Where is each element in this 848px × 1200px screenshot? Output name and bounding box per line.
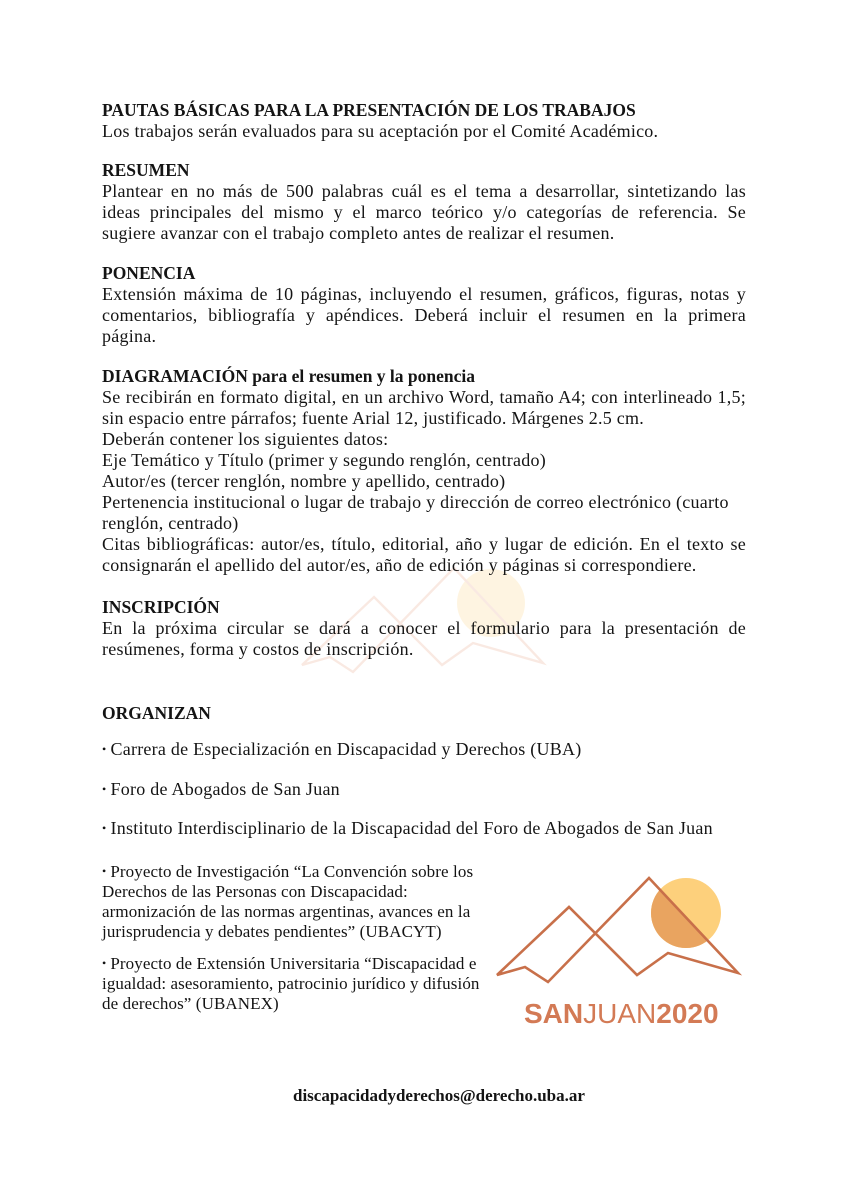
bullet-icon [102,739,106,760]
diagramacion-line: Se recibirán en formato digital, en un archivo Word, tamaño A4; con interlineado 1,5; [102,387,746,407]
inscripcion-heading: INSCRIPCIÓN [102,597,220,617]
resumen-section [102,160,746,244]
organizer-item [102,818,746,839]
organizer-text: de derechos” (UBANEX) [102,994,279,1013]
logo-text-san: SAN [524,998,584,1029]
organizer-text: Derechos de las Personas con Discapacidad: [102,882,408,901]
page-title: PAUTAS BÁSICAS PARA LA PRESENTACIÓN DE LOS TRABAJOS [102,100,636,120]
diagramacion-line: Eje Temático y Título (primer y segundo renglón, centrado) [102,450,546,470]
ponencia-heading: PONENCIA [102,263,196,283]
organizer-text: Foro de Abogados de San Juan [110,779,340,799]
intro-section [102,100,746,142]
resumen-line: ideas principales del mismo y el marco teórico y/o categorías de referencia. Se [102,202,746,222]
logo-text-juan: JUAN [583,998,657,1029]
resumen-line: Plantear en no más de 500 palabras cuál es el tema a desarrollar, sintetizando las [102,181,746,201]
inscripcion-section [102,597,746,660]
resumen-line: sugiere avanzar con el trabajo completo antes de realizar el resumen. [102,223,615,243]
bullet-icon [102,779,106,800]
logo-text-year: 2020 [656,998,719,1029]
organizan-heading: ORGANIZAN [102,703,211,723]
organizer-item [102,739,746,760]
organizer-text: Instituto Interdisciplinario de la Discapacidad del Foro de Abogados de San Juan [110,818,713,838]
organizer-text: igualdad: asesoramiento, patrocinio jurídico y difusión [102,974,480,993]
logo-wordmark [524,998,719,1030]
diagramacion-line: Pertenencia institucional o lugar de trabajo y dirección de correo electrónico (cuarto [102,492,729,512]
ponencia-section [102,263,746,347]
bullet-icon [102,861,106,881]
diagramacion-line: consignarán el apellido del autor/es, año de edición y páginas si correspondiere. [102,555,697,575]
diagramacion-line: sin espacio entre párrafos; fuente Arial 12, justificado. Márgenes 2.5 cm. [102,408,645,428]
organizer-text: Proyecto de Extensión Universitaria “Discapacidad e [110,954,477,973]
diagramacion-line: Deberán contener los siguientes datos: [102,429,389,449]
organizer-text: Carrera de Especialización en Discapacidad y Derechos (UBA) [110,739,582,759]
diagramacion-section [102,366,746,576]
inscripcion-line: resúmenes, forma y costos de inscripción. [102,639,414,659]
diagramacion-line: renglón, centrado) [102,513,239,533]
diagramacion-line: Autor/es (tercer renglón, nombre y apellido, centrado) [102,471,506,491]
contact-email[interactable]: discapacidadyderechos@derecho.uba.ar [293,1086,585,1105]
resumen-heading: RESUMEN [102,160,190,180]
ponencia-line: comentarios, bibliografía y apéndices. Deberá incluir el resumen en la primera [102,305,746,325]
intro-text: Los trabajos serán evaluados para su aceptación por el Comité Académico. [102,121,659,141]
diagramacion-line: Citas bibliográficas: autor/es, título, editorial, año y lugar de edición. En el texto se [102,534,746,554]
organizer-text: Proyecto de Investigación “La Convención sobre los [110,862,474,881]
organizer-item [102,779,746,800]
ponencia-line: Extensión máxima de 10 páginas, incluyendo el resumen, gráficos, figuras, notas y [102,284,746,304]
ponencia-line: página. [102,326,157,346]
bullet-icon [102,818,106,839]
organizer-text: jurisprudencia y debates pendientes” (UBACYT) [102,922,442,941]
diagramacion-heading: DIAGRAMACIÓN para el resumen y la ponencia [102,366,476,386]
inscripcion-line: En la próxima circular se dará a conocer el formulario para la presentación de [102,618,746,638]
organizer-text: armonización de las normas argentinas, avances en la [102,902,471,921]
bullet-icon [102,953,106,973]
